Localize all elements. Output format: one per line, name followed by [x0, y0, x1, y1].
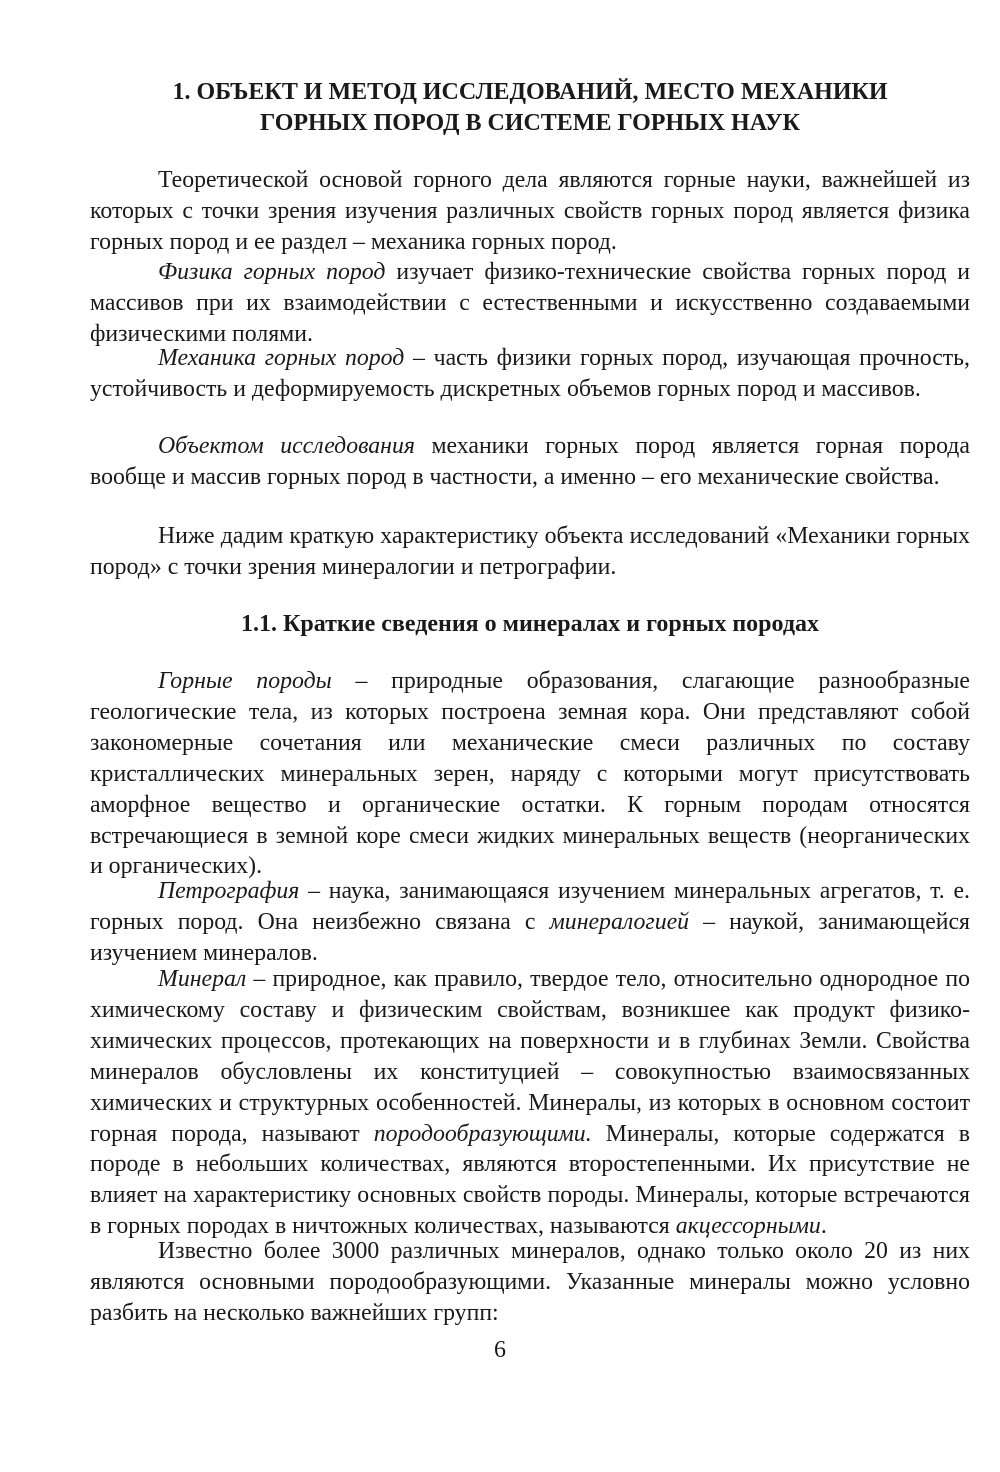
subsection-title: 1.1. Краткие сведения о минералах и горных породах [241, 611, 819, 637]
paragraph-intro-1: Теоретической основой горного дела являются горные науки, важнейшей из которых с точки зрения изучения различных свойств горных пород является физика горных пород и ее раздел – механика горных пород. [90, 167, 970, 255]
term-rock-forming: породообразующими. [373, 1120, 592, 1147]
paragraph-text: – природные образования, слагающие разнообразные геологические тела, из которых построена земная кора. Они представляют собой закономерные сочетания или механические смеси различных по составу кристаллических минеральных зерен, наряду с которыми могут присутствовать аморфное вещество и органические остатки. К горным породам относятся встречающиеся в земной коре смеси жидких минеральных веществ (неорганических и органических). [90, 668, 970, 880]
term-rocks: Горные породы [158, 668, 332, 694]
section-title-line-1: 1. ОБЪЕКТ И МЕТОД ИССЛЕДОВАНИЙ, МЕСТО МЕХАНИКИ [172, 79, 888, 105]
paragraph-petrography-definition [90, 876, 970, 969]
paragraph-text: механики горных пород является горная порода вообще и массив горных пород в частности, а именно – его механические свойства. [90, 433, 970, 490]
page-number: 6 [494, 1337, 506, 1363]
term-mineralogy: минералогией [549, 908, 690, 935]
paragraph-mineral-count: Известно более 3000 различных минералов, однако только около 20 из них являются основными породообразующими. Указанные минералы можно условно разбить на несколько важнейших групп: [90, 1238, 970, 1326]
term-mineral: Минерал [158, 966, 247, 992]
section-title-line-2: ГОРНЫХ ПОРОД В СИСТЕМЕ ГОРНЫХ НАУК [260, 110, 800, 136]
paragraph-text: – наукой, занимающейся изучением минералов. [90, 908, 971, 966]
term-research-object: Объектом исследования [158, 433, 415, 459]
paragraph-text: . [820, 1213, 827, 1240]
paragraph-text: изучает физико-технические свойства горных пород и массивов при их взаимодействии с естественными и искусственно создаваемыми физическими полями. [90, 259, 970, 347]
term-petrography: Петрография [158, 878, 300, 904]
term-rock-mechanics: Механика горных пород [158, 345, 405, 371]
paragraph-text: – природное, как правило, твердое тело, относительно однородное по химическому составу и физическим свойствам, возникшее как продукт физико-химических процессов, протекающих на поверхности и в глубинах Земли. Свойства минералов обусловлены их конституцией – совокупностью взаимосвязанных химических и структурных особенностей. Минералы, из которых в основном состоит горная порода, называют [90, 966, 970, 1147]
paragraph-text: – наука, занимающаяся изучением минеральных агрегатов, т. е. горных пород. Она неизбежно связана с [90, 878, 970, 935]
paragraph-physics-definition [90, 257, 970, 350]
paragraph-text: Минералы, которые содержатся в породе в небольших количествах, являются второстепенными. Их присутствие не влияет на характеристику основных свойств породы. Минералы, которые встречаются в горных породах в ничтожных количествах, называются [90, 1120, 971, 1240]
paragraph-mineral-definition [90, 964, 970, 1242]
paragraph-text: – часть физики горных пород, изучающая прочность, устойчивость и деформируемость дискретных объемов горных пород и массивов. [90, 345, 970, 402]
term-rock-physics: Физика горных пород [158, 259, 386, 285]
section-title [90, 77, 970, 139]
paragraph-mechanics-definition [90, 343, 970, 405]
term-accessory: акцессорными [675, 1213, 821, 1240]
paragraph-rocks-definition [90, 666, 970, 882]
paragraph-intro-5: Ниже дадим краткую характеристику объекта исследований «Механики горных пород» с точки зрения минералогии и петрографии. [90, 523, 970, 580]
paragraph-research-object [90, 431, 970, 493]
